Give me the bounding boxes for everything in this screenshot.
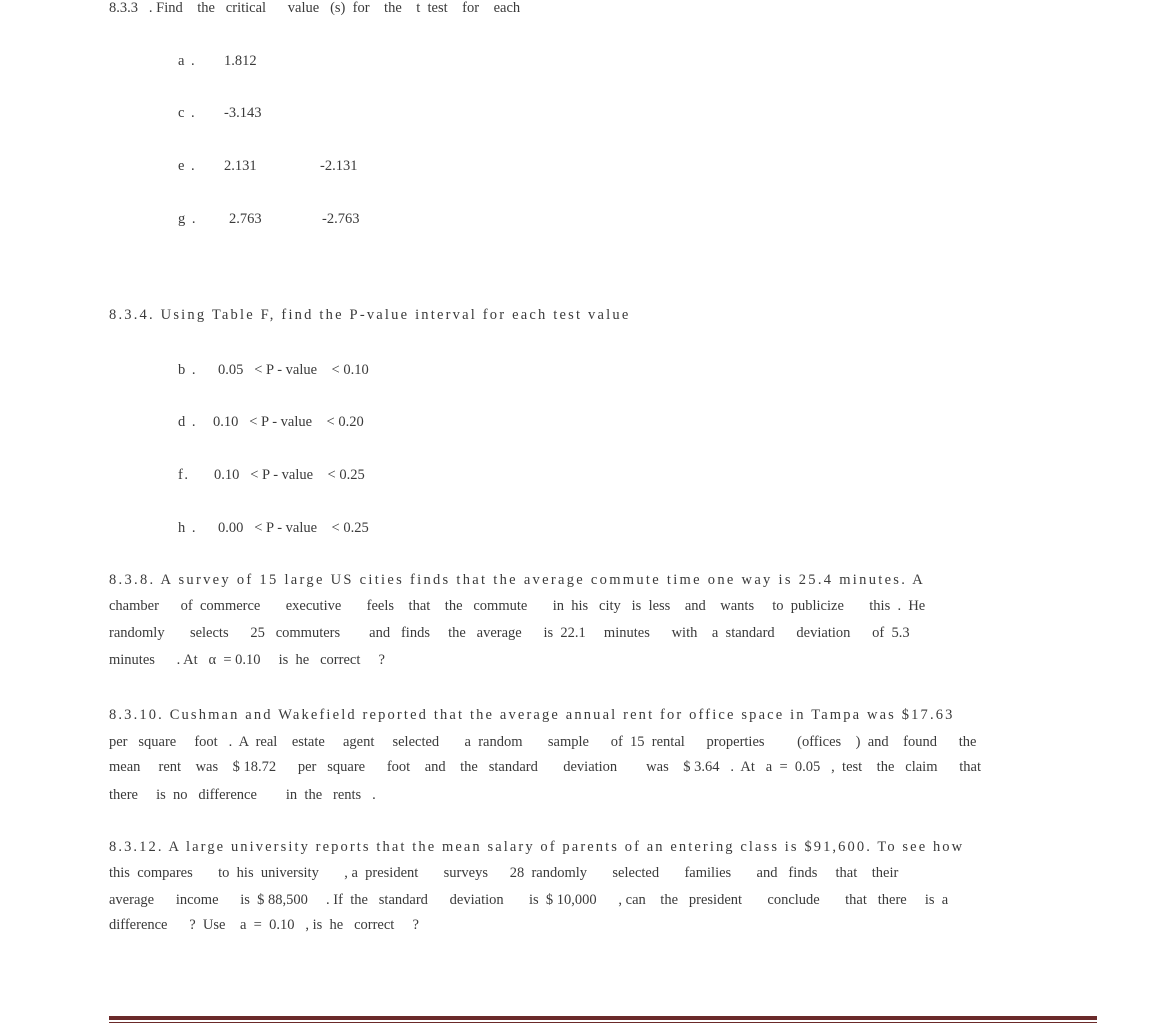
- q833-heading: 8.3.3 . Find the critical value (s) for the t test for each: [109, 0, 521, 16]
- answer-interval: 0.10 < P - value < 0.25: [214, 467, 365, 483]
- answer-label: a .: [178, 53, 197, 69]
- answer-label: h .: [178, 520, 197, 536]
- answer-label: g .: [178, 211, 197, 227]
- q834-heading: 8.3.4. Using Table F, find the P-value interval for each test value: [109, 307, 631, 323]
- q8310-line-3: there is no difference in the rents .: [109, 787, 376, 803]
- answer-interval: 0.10 < P - value < 0.20: [213, 414, 364, 430]
- answer-label: f.: [178, 467, 190, 483]
- q8310-heading: 8.3.10. Cushman and Wakefield reported that the average annual rent for office space in Tampa was $17.63: [109, 707, 955, 723]
- q838-line-1: chamber of commerce executive feels that the commute in his city is less and wants to publicize this . He: [109, 598, 926, 614]
- answer-label: b .: [178, 362, 197, 378]
- answer-label: c .: [178, 105, 197, 121]
- q838-heading: 8.3.8. A survey of 15 large US cities finds that the average commute time one way is 25.4 minutes. A: [109, 572, 926, 588]
- q8312-line-1: this compares to his university , a president surveys 28 randomly selected families and finds that their: [109, 865, 899, 881]
- answer-value-second: -2.131: [320, 158, 358, 174]
- answer-value-second: -2.763: [322, 211, 360, 227]
- answer-interval: 0.00 < P - value < 0.25: [218, 520, 369, 536]
- q8312-line-2: average income is $ 88,500 . If the standard deviation is $ 10,000 , can the president conclude that there is a: [109, 892, 949, 908]
- answer-label: d .: [178, 414, 197, 430]
- answer-interval: 0.05 < P - value < 0.10: [218, 362, 369, 378]
- answer-label: e .: [178, 158, 197, 174]
- footer-rule-thick: [109, 1016, 1097, 1020]
- answer-value: -3.143: [224, 105, 262, 121]
- q838-line-3: minutes . At α = 0.10 is he correct ?: [109, 652, 385, 668]
- q8310-line-1: per square foot . A real estate agent selected a random sample of 15 rental properties (offices ) and found the: [109, 734, 977, 750]
- footer-rule-thin: [109, 1022, 1097, 1023]
- answer-value: 2.131: [224, 158, 257, 174]
- q8312-heading: 8.3.12. A large university reports that the mean salary of parents of an entering class is $91,600. To see how: [109, 839, 965, 855]
- q838-line-2: randomly selects 25 commuters and finds the average is 22.1 minutes with a standard deviation of 5.3: [109, 625, 910, 641]
- answer-value: 2.763: [229, 211, 262, 227]
- q8310-line-2: mean rent was $ 18.72 per square foot and the standard deviation was $ 3.64 . At a = 0.05 , test the claim that: [109, 759, 981, 775]
- answer-value: 1.812: [224, 53, 257, 69]
- q8312-line-3: difference ? Use a = 0.10 , is he correct ?: [109, 917, 419, 933]
